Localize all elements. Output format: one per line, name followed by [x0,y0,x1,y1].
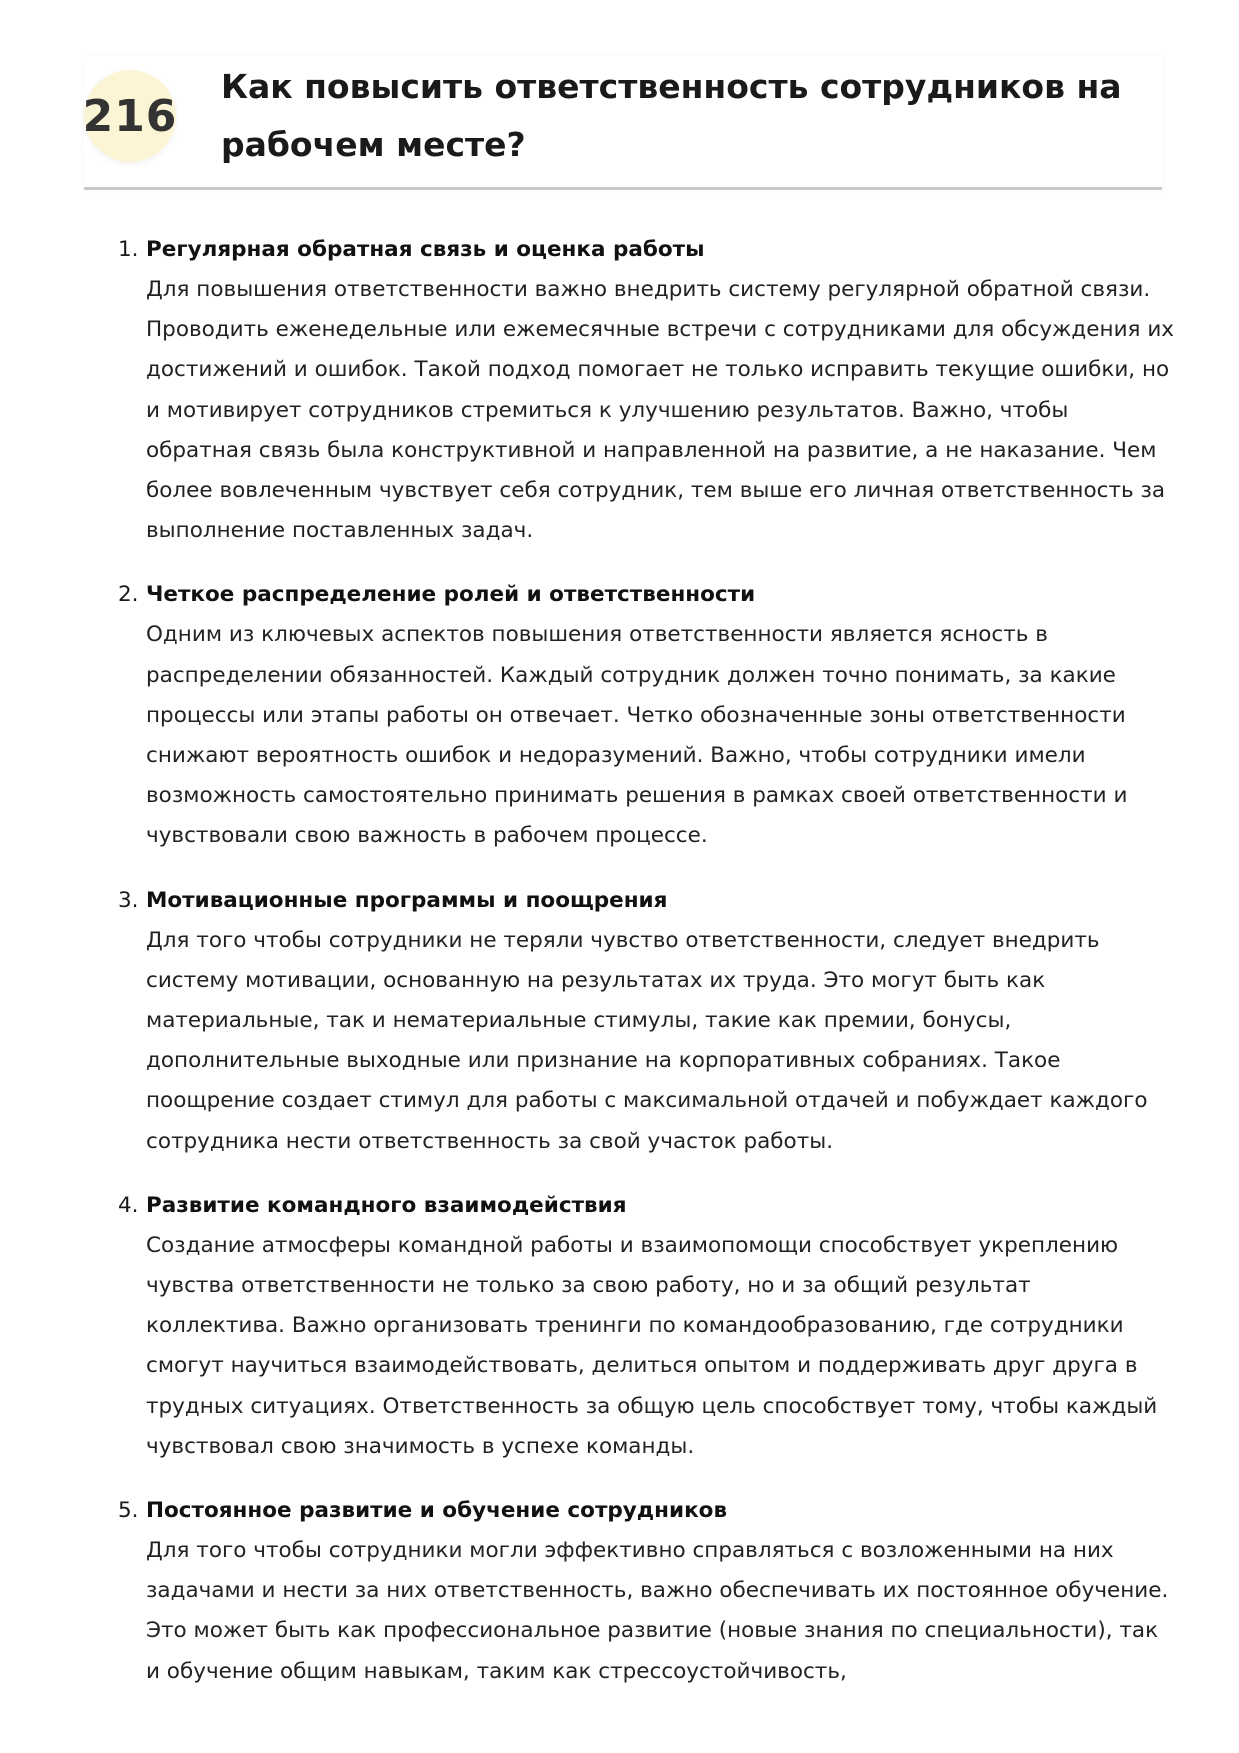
list-item-title: Регулярная обратная связь и оценка работы [146,237,705,262]
list-item [118,230,1175,551]
list-item [118,881,1168,1162]
list-item-title: Четкое распределение ролей и ответственности [146,582,756,608]
list-item [118,575,1168,856]
list-item-text: Одним из ключевых аспектов повышения ответственности является ясность в распределении обязанностей. Каждый сотрудник должен точно понимать, за какие процессы или этапы работы он отвечает. Четко обозначенные зоны ответственности снижают вероятность ошибок и недоразумений. Важно, чтобы сотрудники имели возможность самостоятельно принимать решения в рамках своей ответственности и чувствовали свою важность в рабочем процессе. [146,622,1128,849]
list-item-title: Развитие командного взаимодействия [146,1192,627,1218]
list-item-number: 3. [118,887,139,913]
page-title-line-1: Как повысить ответственность сотрудников на [221,67,1122,106]
page-title-line-2: рабочем месте? [221,125,526,164]
article-body [118,230,1175,1716]
page-number: 216 [82,90,178,142]
page-number-badge [84,70,176,162]
list-item-text: Создание атмосферы командной работы и взаимопомощи способствует укреплению чувства ответственности не только за свою работу, но и за общий результат коллектива. Важно организовать тренинги по командообразованию, где сотрудники смогут научиться взаимодействовать, делиться опытом и поддерживать друг друга в трудных ситуациях. Ответственность за общую цель способствует тому, чтобы каждый чувствовал свою значимость в успехе команды. [146,1232,1158,1459]
list-item-title: Постоянное развитие и обучение сотрудников [146,1498,728,1524]
list-item-text: Для того чтобы сотрудники не теряли чувство ответственности, следует внедрить систему мотивации, основанную на результатах их труда. Это могут быть как материальные, так и нематериальные стимулы, такие как премии, бонусы, дополнительные выходные или признание на корпоративных собраниях. Такое поощрение создает стимул для работы с максимальной отдачей и побуждает каждого сотрудника нести ответственность за свой участок работы. [146,927,1148,1154]
tips-list [118,230,1175,1692]
list-item-text: Для повышения ответственности важно внедрить систему регулярной обратной связи. Проводить еженедельные или ежемесячные встречи с сотрудниками для обсуждения их достижений и ошибок. Такой подход помогает не только исправить текущие ошибки, но и мотивирует сотрудников стремиться к улучшению результатов. Важно, чтобы обратная связь была конструктивной и направленной на развитие, а не наказание. Чем более вовлеченным чувствует себя сотрудник, тем выше его личная ответственность за выполнение поставленных задач. [146,277,1175,544]
page-header [84,56,1162,190]
list-item-number: 5. [118,1498,139,1524]
list-item-number: 2. [118,582,139,608]
list-item-title: Мотивационные программы и поощрения [146,887,668,913]
list-item [118,1491,1168,1692]
list-item-text: Для того чтобы сотрудники могли эффективно справляться с возложенными на них задачами и нести за них ответственность, важно обеспечивать их постоянное обучение. Это может быть как профессиональное развитие (новые знания по специальности), так и обучение общим навыкам, таким как стрессоустойчивость, [146,1538,1169,1684]
page-title [221,58,1141,174]
list-item-number: 4. [118,1192,139,1218]
list-item-number: 1. [118,237,139,262]
list-item [118,1186,1168,1467]
